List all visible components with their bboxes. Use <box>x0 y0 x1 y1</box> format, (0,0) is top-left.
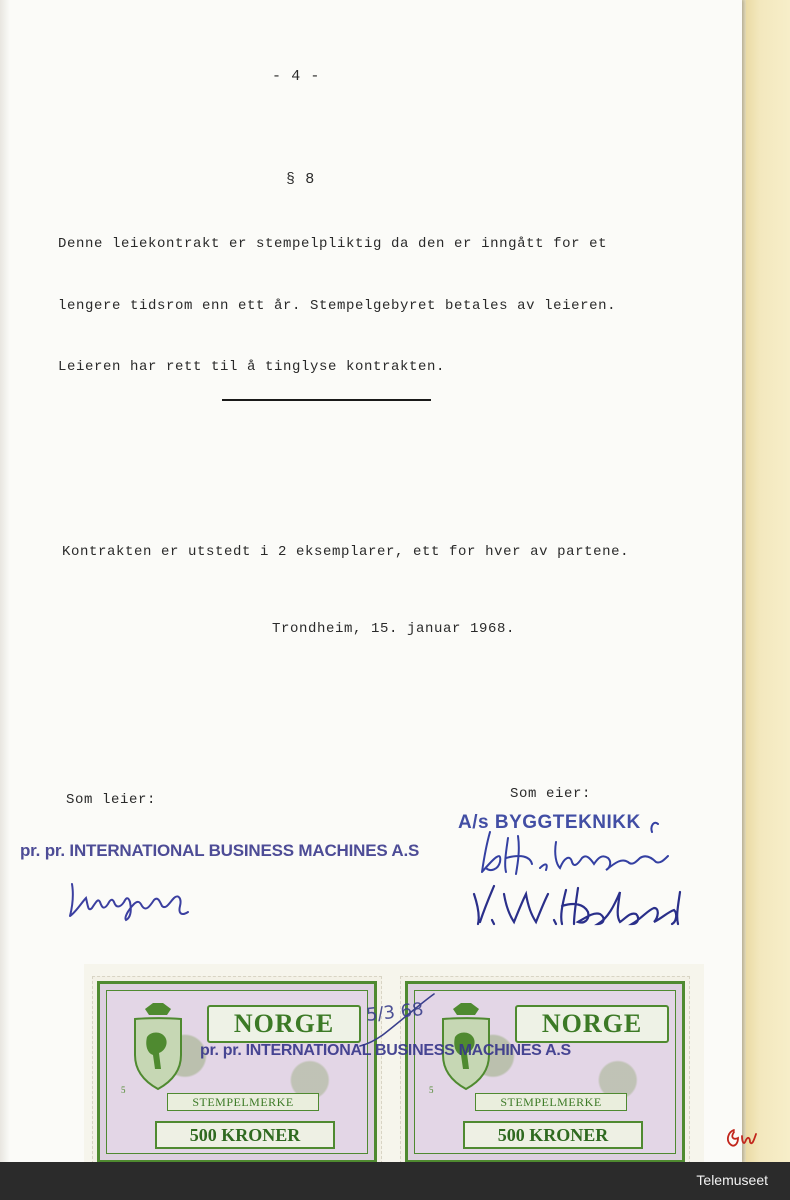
owner-signature-2 <box>470 872 700 932</box>
revenue-stamp <box>92 976 382 1164</box>
tenant-signature <box>66 872 196 924</box>
copies-statement: Kontrakten er utstedt i 2 eksemplarer, ett for hver av partene. <box>62 544 630 560</box>
owner-company-stamp: A/s BYGGTEKNIKK <box>458 812 641 833</box>
cancellation-date: 5/3 68 <box>365 999 425 1026</box>
tenant-company-stamp: pr. pr. INTERNATIONAL BUSINESS MACHINES A.S <box>20 841 420 860</box>
stamp-label: STEMPELMERKE <box>167 1093 319 1111</box>
archive-footer-bar <box>0 1162 790 1200</box>
owner-label: Som eier: <box>510 786 592 802</box>
stamp-value: 500 KRONER <box>155 1121 335 1149</box>
paragraph-line: lengere tidsrom enn ett år. Stempelgebyret betales av leieren. <box>58 297 617 314</box>
stamp-frame <box>405 981 685 1163</box>
cancellation-company-stamp: pr. pr. INTERNATIONAL BUSINESS MACHINES A.S <box>200 1042 571 1059</box>
stamp-corner-number: 5 <box>429 1085 434 1095</box>
tenant-label: Som leier: <box>66 792 157 808</box>
page-number: - 4 - <box>272 68 321 85</box>
norwegian-lion-crest-icon <box>117 1003 199 1095</box>
owner-signature-1 <box>460 802 690 880</box>
stamp-label: STEMPELMERKE <box>475 1093 627 1111</box>
paragraph-line: Denne leiekontrakt er stempelpliktig da den er inngått for et <box>58 236 608 252</box>
stamp-country: NORGE <box>207 1005 361 1043</box>
stamp-corner-number: 5 <box>121 1085 126 1095</box>
stamp-design <box>414 990 676 1154</box>
folder-backing <box>744 0 790 1162</box>
paragraph-line: Leieren har rett til å tinglyse kontrakten. <box>58 359 446 375</box>
museum-watermark: Telemuseet <box>696 1172 768 1188</box>
section-paragraph <box>58 193 616 419</box>
stamp-frame <box>97 981 377 1163</box>
stamp-design <box>106 990 368 1154</box>
section-heading: § 8 <box>286 171 315 188</box>
place-and-date: Trondheim, 15. januar 1968. <box>272 621 516 637</box>
page-shadow <box>0 0 10 1162</box>
revenue-stamp <box>400 976 690 1164</box>
stamp-value: 500 KRONER <box>463 1121 643 1149</box>
red-initials <box>724 1118 764 1154</box>
stamp-country: NORGE <box>515 1005 669 1043</box>
separator-rule <box>222 399 431 401</box>
